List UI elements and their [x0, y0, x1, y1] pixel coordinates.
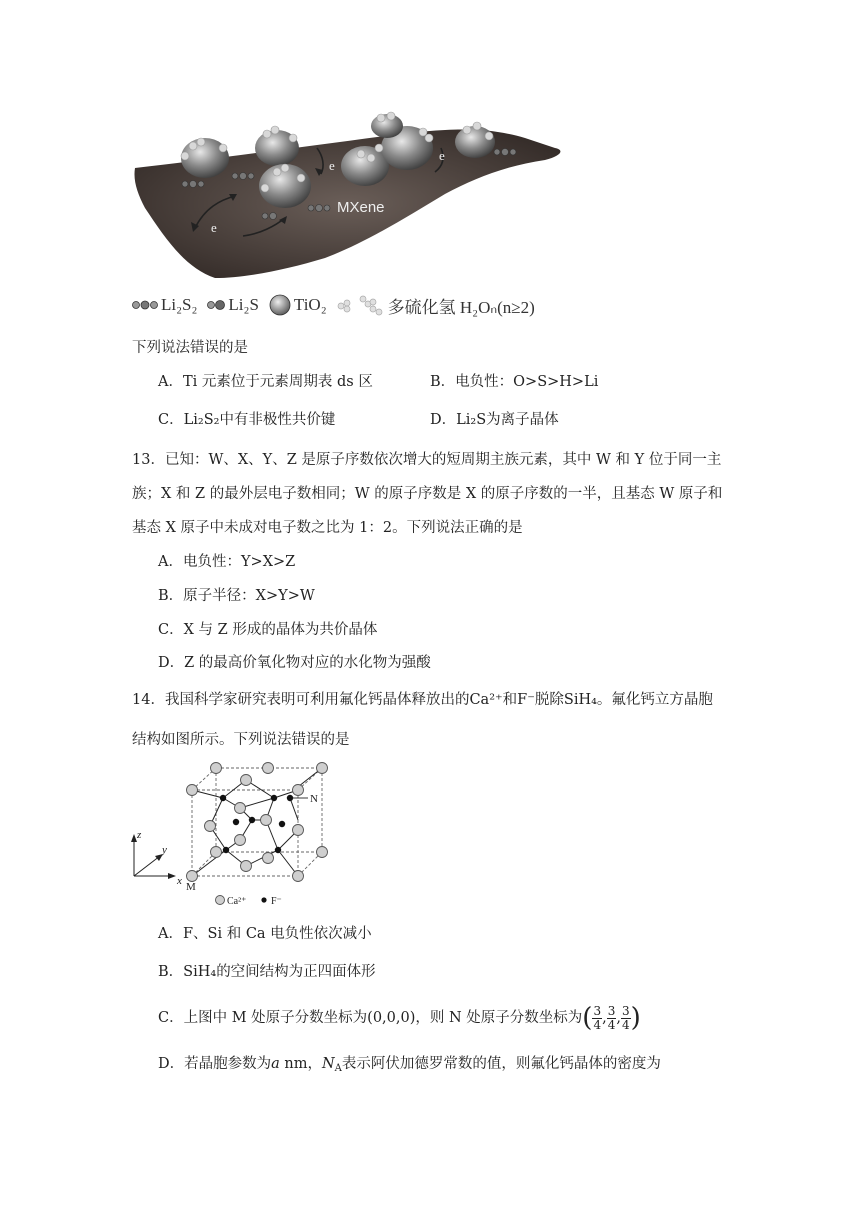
legend-ca-label: Ca²⁺	[227, 896, 247, 907]
f-legend-icon	[261, 897, 266, 902]
q14-option-b	[158, 962, 376, 982]
q14-option-c-text-b: ，则 N 处原子分数坐标为	[415, 1010, 583, 1026]
legend-li2s2-label: Li₂S₂	[161, 295, 198, 314]
q12-option-c	[158, 410, 335, 430]
n-coordinate-x	[592, 1005, 602, 1032]
q12-option-d	[430, 410, 559, 430]
frac-num: 3	[621, 1003, 630, 1018]
polysulfide-icon	[337, 294, 385, 316]
avogadro-subscript: A	[334, 1063, 342, 1074]
tio2-dome	[371, 114, 403, 138]
q13-option-d: D．Z 的最高价氧化物对应的水化物为强酸	[158, 655, 431, 671]
legend-tio2-label: TiO₂	[293, 295, 327, 314]
lattice-param-var: a	[271, 1056, 280, 1072]
legend-polysulfide	[337, 293, 535, 318]
electron-label: e	[211, 220, 217, 235]
frac-den: 4	[593, 1017, 602, 1032]
q14-option-a: A．F、Si 和 Ca 电负性依次减小	[158, 926, 372, 942]
q13-option-c: C．X 与 Z 形成的晶体为共价晶体	[158, 622, 378, 638]
q14-line1	[132, 690, 713, 710]
tio2-dome	[455, 126, 495, 158]
q14-option-d-text-c: 表示阿伏加德罗常数的值，则氟化钙晶体的密度为	[341, 1056, 661, 1072]
q12-option-b: B．电负性：O>S>H>Li	[430, 374, 599, 390]
n-coordinate-y	[607, 1005, 617, 1032]
q14-line1-c: 脱除	[534, 692, 564, 708]
q13-line2: 族；X 和 Z 的最外层电子数相同；W 的原子序数是 X 的原子序数的一半，且基态 W 原子和	[132, 486, 723, 502]
q12-option-c-letter: C．	[158, 412, 184, 428]
frac-num: 3	[607, 1003, 616, 1018]
q14-option-d	[158, 1054, 661, 1079]
q12-option-c-text: 中有非极性共价键	[219, 412, 336, 428]
electron-label: e	[329, 158, 335, 173]
sih4-formula: SiH₄	[563, 692, 597, 708]
q13-option-b: B．原子半径：X>Y>W	[158, 588, 315, 604]
legend-polysulfide-label: 多硫化氢 H₂Oₙ(n≥2)	[387, 297, 535, 317]
q14-option-d-text-b: nm，	[279, 1056, 322, 1072]
mxene-figure	[125, 108, 570, 280]
q14-option-b-text: 的空间结构为正四面体形	[216, 964, 376, 980]
n-coordinate-open-paren: (	[582, 1003, 593, 1033]
n-coordinate-close-paren: )	[630, 1003, 641, 1033]
q12-stem: 下列说法错误的是	[132, 340, 248, 356]
legend-li2s-label: Li₂S	[228, 295, 259, 314]
q14-line2: 结构如图所示。下列说法错误的是	[132, 732, 350, 748]
mxene-label: MXene	[337, 199, 385, 216]
li2s-icon	[207, 300, 225, 310]
frac-num: 3	[593, 1003, 602, 1018]
sih4-formula-b: SiH₄	[183, 964, 217, 980]
q13-option-a: A．电负性：Y>X>Z	[158, 554, 296, 570]
q14-option-c: C．上图中 M 处原子分数坐标为(0,0,0)，则 N 处原子分数坐标为( $\frac{3}{4}$ , $\frac{3}{4}$ , $\frac{3}{4}$ )	[158, 1003, 641, 1033]
legend-li2s2	[132, 295, 197, 315]
m-coordinate: (0,0,0)	[367, 1010, 416, 1026]
tio2-icon	[269, 294, 291, 316]
q14-option-b-letter: B．	[158, 964, 184, 980]
fluorite-cell-figure	[128, 760, 338, 912]
q14-line1-a: 14．我国科学家研究表明可利用氟化钙晶体释放出的	[132, 692, 470, 708]
label-n: N	[310, 793, 318, 805]
frac-den: 4	[607, 1017, 616, 1032]
li2s2-icon	[132, 300, 158, 310]
legend-tio2	[269, 294, 327, 316]
ca-ion: Ca²⁺	[469, 692, 503, 708]
label-m: M	[186, 881, 196, 893]
q14-option-d-text-a: D．若晶胞参数为	[158, 1056, 272, 1072]
q12-option-d-text: 为离子晶体	[486, 412, 559, 428]
ca-legend-icon	[216, 896, 225, 905]
legend-li2s	[207, 295, 259, 315]
frac-den: 4	[621, 1017, 630, 1032]
axis-z-label: z	[137, 829, 142, 841]
figure1-legend	[132, 292, 545, 318]
q14-line1-d: 。氟化钙立方晶胞	[596, 692, 713, 708]
legend-f-label: F⁻	[271, 896, 282, 907]
li2s-formula: Li₂S	[456, 412, 487, 428]
avogadro-symbol: N	[321, 1056, 335, 1072]
n-coordinate-z	[621, 1005, 631, 1032]
f-ion: F⁻	[517, 692, 535, 708]
q14-line1-b: 和	[502, 692, 518, 708]
q13-line1: 13．已知：W、X、Y、Z 是原子序数依次增大的短周期主族元素，其中 W 和 Y 位于同一主	[132, 452, 722, 468]
axis-x-label: x	[177, 875, 182, 887]
li2s2-formula: Li₂S₂	[183, 412, 220, 428]
q12-option-d-letter: D．	[430, 412, 457, 428]
q12-option-a: A．Ti 元素位于元素周期表 ds 区	[158, 374, 373, 390]
q13-line3: 基态 X 原子中未成对电子数之比为 1：2。下列说法正确的是	[132, 520, 523, 536]
axis-y-label: y	[162, 844, 167, 856]
electron-label: e	[439, 148, 445, 163]
q14-option-c-text-a: C．上图中 M 处原子分数坐标为	[158, 1010, 368, 1026]
